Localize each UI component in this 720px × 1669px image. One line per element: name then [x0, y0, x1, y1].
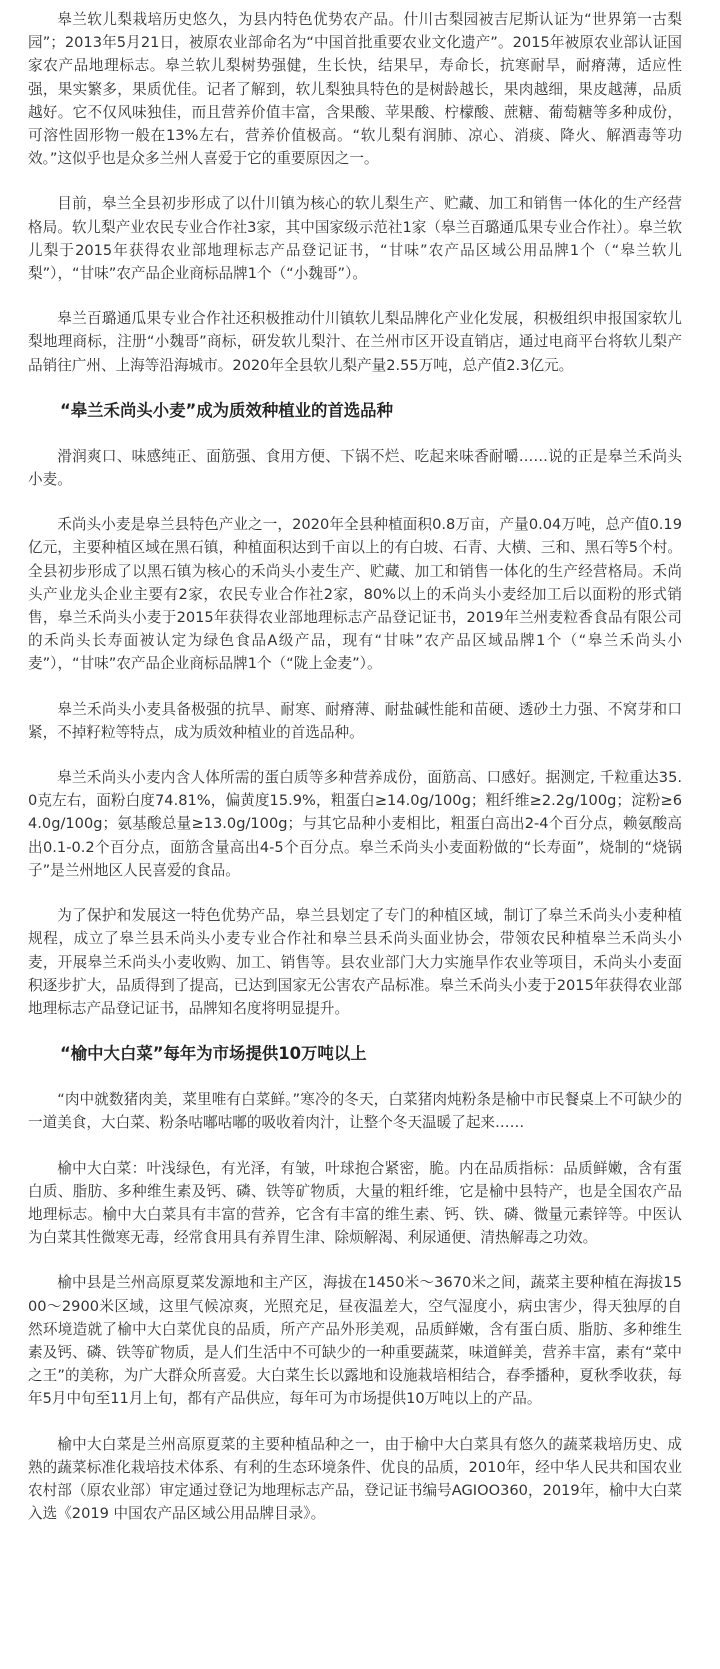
- paragraph-wheat-industry: 禾尚头小麦是皋兰县特色产业之一，2020年全县种植面积0.8万亩，产量0.04万吨，总产值0.19亿元，主要种植区域在黑石镇，种植面积达到千亩以上的有白坡、石青、大横、三和、黑石等5个村。全县初步形成了以黑石镇为核心的禾尚头小麦生产、贮藏、加工和销售一体化的生产经营格局。禾尚头产业龙头企业主要有2家，农民专业合作社2家，80%以上的禾尚头小麦经加工后以面粉的形式销售，皋兰禾尚头小麦于2015年获得农业部地理标志产品登记证书，2019年兰州麦粒香食品有限公司的禾尚头长寿面被认定为绿色食品A级产品，现有“甘味”农产品区域品牌1个（“皋兰禾尚头小麦”），“甘味”农产品企业商标品牌1个（“陇上金麦”）。: [28, 516, 682, 673]
- paragraph-ruaner-pear-cooperative: 皋兰百璐通瓜果专业合作社还积极推动什川镇软儿梨品牌化产业化发展，积极组织申报国家软儿梨地理商标，注册“小魏哥”商标，研发软儿梨汁、在兰州市区开设直销店，通过电商平台将软儿梨产品销往广州、上海等沿海城市。2020年全县软儿梨产量2.55万吨，总产值2.3亿元。: [28, 310, 682, 374]
- paragraph-wheat-taste: 滑润爽口、味感纯正、面筋强、食用方便、下锅不烂、吃起来味香耐嚼……说的正是皋兰禾尚头小麦。: [28, 447, 682, 489]
- paragraph-cabbage-saying: “肉中就数猪肉美，菜里唯有白菜鲜。”寒冷的冬天，白菜猪肉炖粉条是榆中市民餐桌上不可缺少的一道美食，大白菜、粉条咕嘟咕嘟的吸收着肉汁，让整个冬天温暖了起来……: [28, 1091, 682, 1132]
- paragraph-cabbage-certification: 榆中大白菜是兰州高原夏菜的主要种植品种之一，由于榆中大白菜具有悠久的蔬菜栽培历史、成熟的蔬菜标准化栽培技术体系、有利的生态环境条件、优良的品质，2010年，经中华人民共和国农业农村部（原农业部）审定通过登记为地理标志产品，登记证书编号AGIOO360，2019年，榆中大白菜入选《2019 中国农产品区域公用品牌目录》。: [28, 1435, 682, 1523]
- section-heading-yuzhong-cabbage: “榆中大白菜”每年为市场提供10万吨以上: [60, 1044, 367, 1064]
- paragraph-cabbage-quality: 榆中大白菜：叶浅绿色，有光泽，有皱，叶球抱合紧密，脆。内在品质指标：品质鲜嫩，含有蛋白质、脂肪、多种维生素及钙、磷、铁等矿物质，大量的粗纤维，它是榆中县特产，也是全国农产品地理标志。榆中大白菜具有丰富的营养，它含有丰富的维生素、钙、铁、磷、微量元素锌等。中医认为白菜其性微寒无毒，经常食用具有养胃生津、除烦解渴、利尿通便、清热解毒之功效。: [28, 1159, 682, 1247]
- section-heading-heshangtou-wheat: “皋兰禾尚头小麦”成为质效种植业的首选品种: [60, 400, 393, 420]
- paragraph-wheat-traits: 皋兰禾尚头小麦具备极强的抗旱、耐寒、耐瘠薄、耐盐碱性能和苗硬、透砂土力强、不窝芽和口紧，不掉籽粒等特点，成为质效种植业的首选品种。: [28, 700, 682, 741]
- paragraph-wheat-protection: 为了保护和发展这一特色优势产品，皋兰县划定了专门的种植区域，制订了皋兰禾尚头小麦种植规程，成立了皋兰县禾尚头小麦专业合作社和皋兰县禾尚头面业协会，带领农民种植皋兰禾尚头小麦，开展皋兰禾尚头小麦收购、加工、销售等。县农业部门大力实施旱作农业等项目，禾尚头小麦面积逐步扩大，品质得到了提高，已达到国家无公害农产品标准。皋兰禾尚头小麦于2015年获得农业部地理标志产品登记证书，品牌知名度将明显提升。: [28, 907, 682, 1017]
- paragraph-wheat-nutrition: 皋兰禾尚头小麦内含人体所需的蛋白质等多种营养成份，面筋高、口感好。据测定, 千粒重达35.0克左右，面粉白度74.81%，偏黄度15.9%，粗蛋白≥14.0g/100g；粗纤维≥2.2g/100g；淀粉≥64.0g/100g；氨基酸总量≥13.0g/100g；与其它品种小麦相比，粗蛋白高出2-4个百分点，赖氨酸高出0.1-0.2个百分点，面筋含量高出4-5个百分点。皋兰禾尚头小麦面粉做的“长寿面”，烧制的“烧锅子”是兰州地区人民喜爱的食品。: [28, 769, 682, 879]
- paragraph-cabbage-region: 榆中县是兰州高原夏菜发源地和主产区，海拔在1450米～3670米之间，蔬菜主要种植在海拔1500～2900米区域，这里气候凉爽，光照充足，昼夜温差大，空气湿度小，病虫害少，得天独厚的自然环境造就了榆中大白菜优良的品质，所产产品外形美观，品质鲜嫩，含有蛋白质、脂肪、多种维生素及钙、磷、铁等矿物质，是人们生活中不可缺少的一种重要蔬菜，味道鲜美，营养丰富，素有“菜中之王”的美称，为广大群众所喜爱。大白菜生长以露地和设施栽培相结合，春季播种，夏秋季收获，每年5月中旬至11月上旬，都有产品供应，每年可为市场提供10万吨以上的产品。: [28, 1274, 682, 1408]
- paragraph-ruaner-pear-history: 皋兰软儿梨栽培历史悠久，为县内特色优势农产品。什川古梨园被吉尼斯认证为“世界第一古梨园”；2013年5月21日，被原农业部命名为“中国首批重要农业文化遗产”。2015年被原农业部认证国家农产品地理标志。皋兰软儿梨树势强健，生长快，结果早，寿命长，抗寒耐旱，耐瘠薄，适应性强，果实繁多，果质优佳。记者了解到，软儿梨独具特色的是树龄越长，果肉越细，果皮越薄，品质越好。它不仅风味独佳，而且营养价值丰富，含果酸、苹果酸、柠檬酸、蔗糖、葡萄糖等多种成份，可溶性固形物一般在13%左右，营养价值极高。“软儿梨有润肺、凉心、消痰、降火、解酒毒等功效。”这似乎也是众多兰州人喜爱于它的重要原因之一。: [28, 11, 682, 168]
- paragraph-ruaner-pear-industry: 目前，皋兰全县初步形成了以什川镇为核心的软儿梨生产、贮藏、加工和销售一体化的生产经营格局。软儿梨产业农民专业合作社3家，其中国家级示范社1家（皋兰百璐通瓜果专业合作社）。皋兰软儿梨于2015年获得农业部地理标志产品登记证书，“甘味”农产品区域公用品牌1个（“皋兰软儿梨”），“甘味”农产品企业商标品牌1个（“小魏哥”）。: [28, 195, 682, 283]
